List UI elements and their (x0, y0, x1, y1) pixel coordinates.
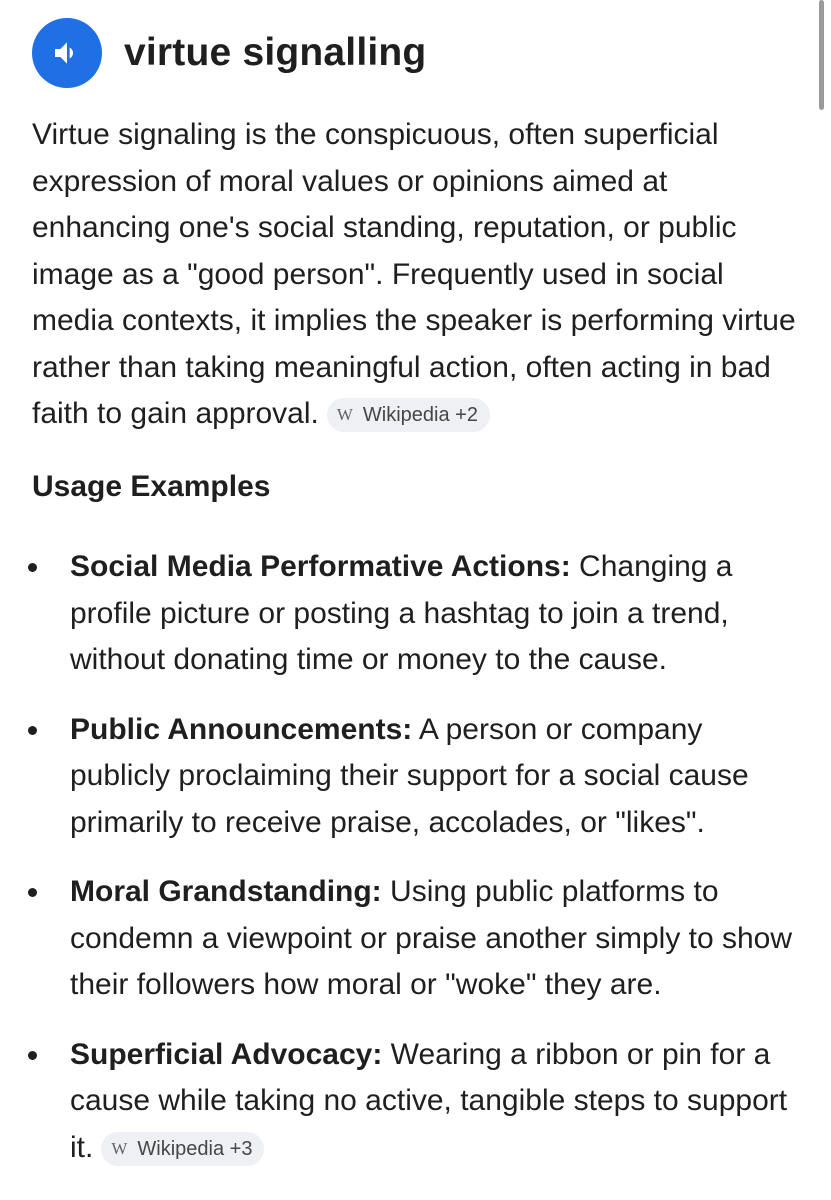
source-chip-usage[interactable] (101, 1132, 264, 1166)
list-item (0, 544, 810, 684)
example-term: Moral Grandstanding: (70, 875, 382, 908)
definition-paragraph (32, 112, 812, 438)
bullet-dot (28, 726, 37, 735)
example-text: Changing a profile picture or posting a hashtag to join a trend, without donating time or money to the cause. (70, 550, 733, 676)
bullet-dot (28, 563, 37, 572)
usage-examples-title: Usage Examples (32, 470, 271, 503)
example-text: Wearing a ribbon or pin for a cause while taking no active, tangible steps to support it. (70, 1037, 788, 1164)
list-item (0, 707, 810, 847)
source-chip-definition[interactable] (327, 398, 490, 432)
wikipedia-icon: W (111, 1138, 128, 1158)
usage-examples-list (0, 544, 831, 1194)
bullet-dot (28, 888, 37, 897)
list-item (0, 869, 810, 1009)
source-chip-label: Wikipedia +2 (362, 404, 478, 426)
example-text: Using public platforms to condemn a viewpoint or praise another simply to show their followers how moral or "woke" they are. (70, 875, 793, 1001)
term-header (32, 18, 426, 88)
example-text: A person or company publicly proclaiming their support for a social cause primarily to receive praise, accolades, or "likes". (70, 712, 749, 839)
listen-button[interactable] (32, 18, 102, 88)
definition-text: Virtue signaling is the conspicuous, often superficial expression of moral values or opinions aimed at enhancing one's social standing, reputation, or public image as a "good person". Frequently used in social media contexts, it implies the speaker is performing virtue rather than taking meaningful action, often acting in bad faith to gain approval. (32, 118, 796, 430)
example-term: Social Media Performative Actions: (70, 550, 571, 583)
scrollbar[interactable] (819, 0, 824, 110)
bullet-dot (28, 1051, 37, 1060)
wikipedia-icon: W (336, 405, 353, 424)
source-chip-label: Wikipedia +3 (137, 1137, 253, 1160)
example-term: Superficial Advocacy: (70, 1037, 383, 1071)
term-title: virtue signalling (124, 31, 427, 74)
speaker-icon (51, 37, 83, 69)
list-item (0, 1032, 810, 1172)
example-term: Public Announcements: (70, 712, 413, 746)
